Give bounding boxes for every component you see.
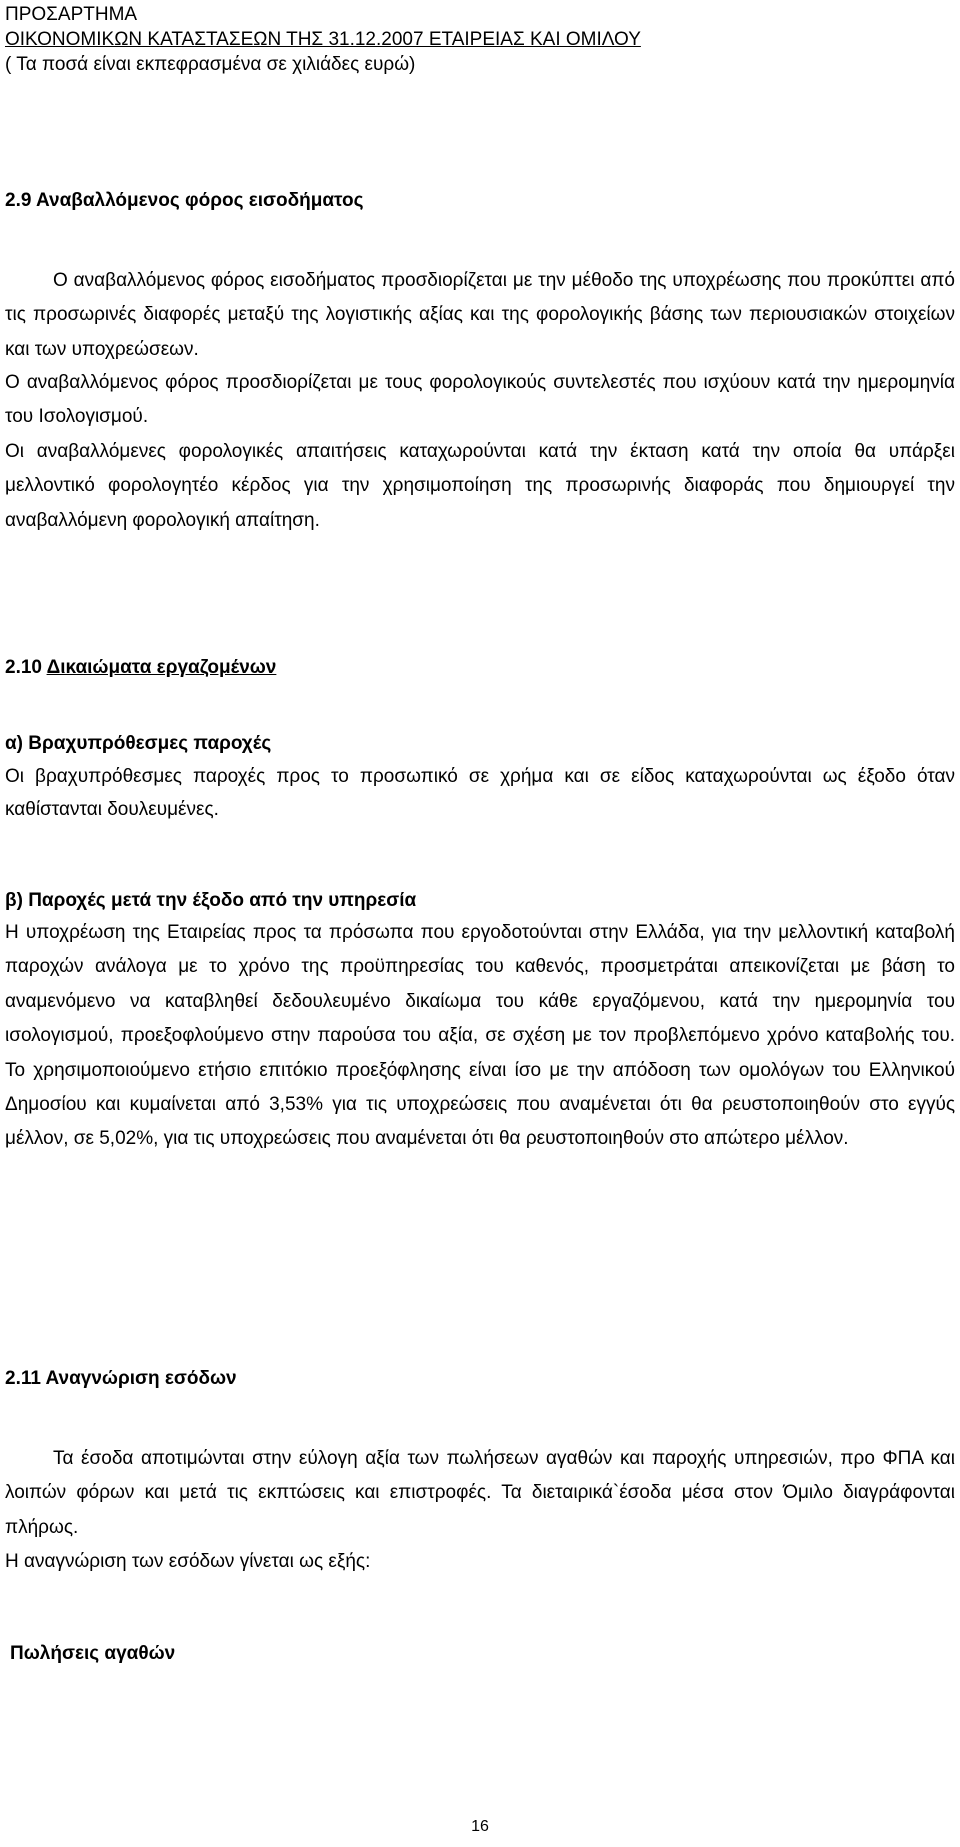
section-2-9-paragraph-2: Ο αναβαλλόμενος φόρος προσδιορίζεται με τους φορολογικούς συντελεστές που ισχύουν κατά την ημερομηνία του Ισολογισμού.: [5, 372, 955, 428]
header-title: ΠΡΟΣΑΡΤΗΜΑ: [5, 4, 138, 25]
post-employment-benefits-title: β) Παροχές μετά την έξοδο από την υπηρεσία: [5, 890, 417, 911]
section-2-9-paragraph-1: Ο αναβαλλόμενος φόρος εισοδήματος προσδιορίζεται με την μέθοδο της υποχρέωσης που προκύπτει από τις προσωρινές διαφορές μεταξύ της λογιστικής αξίας και της φορολογικής βάσης των περιουσιακών στοιχείων και των υποχρεώσεων.: [5, 270, 955, 360]
section-2-10-number: 2.10: [5, 657, 47, 678]
goods-sales-subheading: Πωλήσεις αγαθών: [10, 1643, 176, 1664]
section-2-10-heading: Δικαιώματα εργαζομένων: [46, 657, 277, 678]
section-2-9-title: 2.9 Αναβαλλόμενος φόρος εισοδήματος: [5, 190, 364, 211]
document-header: [5, 2, 641, 77]
header-currency-note: ( Τα ποσά είναι εκπεφρασμένα σε χιλιάδες ευρώ): [5, 54, 416, 75]
section-2-9-paragraph-3: Οι αναβαλλόμενες φορολογικές απαιτήσεις καταχωρούνται κατά την έκταση κατά την οποία θα υπάρξει μελλοντικό φορολογητέο κέρδος για την χρησιμοποίηση της προσωρινής διαφοράς που δημιουργεί την αναβαλλόμενη φορολογική απαίτηση.: [5, 441, 955, 531]
section-2-10-title: [5, 657, 955, 679]
section-2-11-title: 2.11 Αναγνώριση εσόδων: [5, 1368, 237, 1389]
short-term-benefits-title: α) Βραχυπρόθεσμες παροχές: [5, 733, 272, 754]
section-2-11-paragraph-2: Η αναγνώριση των εσόδων γίνεται ως εξής:: [5, 1551, 371, 1572]
header-subtitle: ΟΙΚΟΝΟΜΙΚΩΝ ΚΑΤΑΣΤΑΣΕΩΝ ΤΗΣ 31.12.2007 ΕΤΑΙΡΕΙΑΣ ΚΑΙ ΟΜΙΛΟΥ: [5, 29, 641, 50]
post-employment-benefits-text: Η υποχρέωση της Εταιρείας προς τα πρόσωπα που εργοδοτούνται στην Ελλάδα, για την μελλοντική καταβολή παροχών ανάλογα με το χρόνο της προϋπηρεσίας του καθενός, προσμετράται απεικονίζεται με βάση το αναμενόμενο να καταβληθεί δεδουλευμένο δικαίωμα του κάθε εργαζόμενου, κατά την ημερομηνία του ισολογισμού, προεξοφλούμενο στην παρούσα του αξία, σε σχέση με τον προβλεπόμενο χρόνο καταβολής του. Το χρησιμοποιούμενο ετήσιο επιτόκιο προεξόφλησης είναι ίσο με την απόδοση των ομολόγων του Ελληνικού Δημοσίου και κυμαίνεται από 3,53% για τις υποχρεώσεις που αναμένεται ότι θα ρευστοποιηθούν στο εγγύς μέλλον, σε 5,02%, για τις υποχρεώσεις που αναμένεται ότι θα ρευστοποιηθούν στο απώτερο μέλλον.: [5, 922, 955, 1150]
page-number: 16: [471, 1818, 489, 1835]
section-2-11-paragraph-1: Τα έσοδα αποτιμώνται στην εύλογη αξία των πωλήσεων αγαθών και παροχής υπηρεσιών, προ ΦΠΑ και λοιπών φόρων και μετά τις εκπτώσεις και επιστροφές. Τα διεταιρικά`έσοδα μέσα στον Όμιλο διαγράφονται πλήρως.: [5, 1448, 955, 1538]
short-term-benefits-text: Οι βραχυπρόθεσμες παροχές προς το προσωπικό σε χρήμα και σε είδος καταχωρούνται ως έξοδο όταν καθίστανται δουλευμένες.: [5, 766, 955, 820]
